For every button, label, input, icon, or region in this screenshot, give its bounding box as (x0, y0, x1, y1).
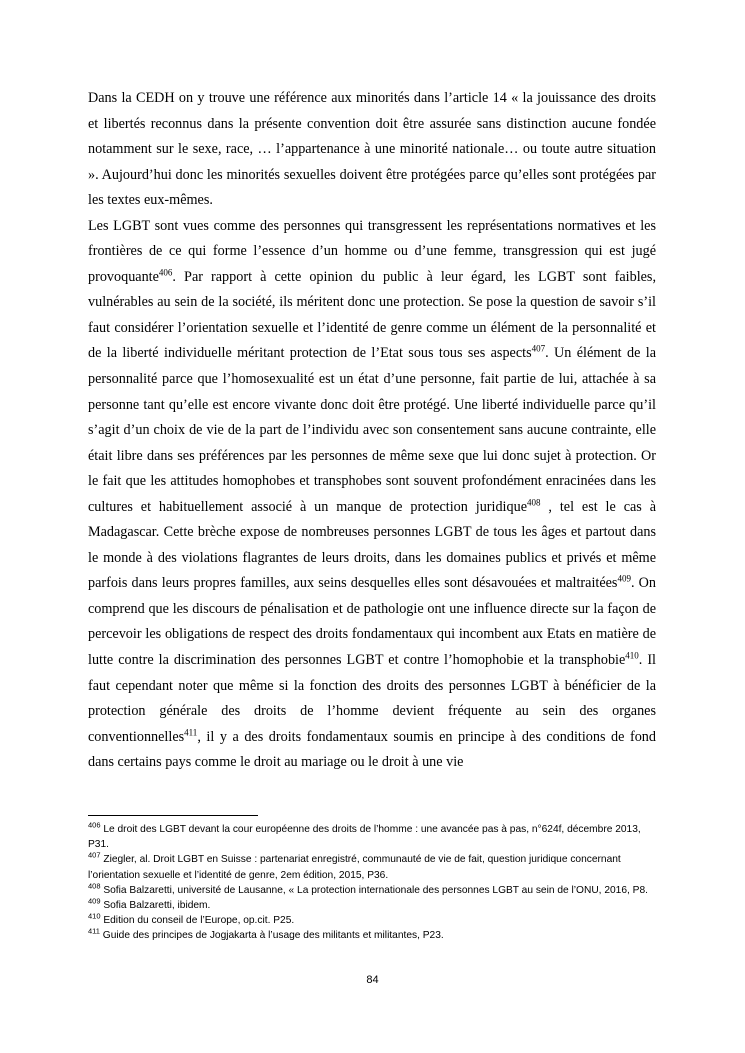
footnote (88, 913, 656, 928)
text-segment: . Un élément de la personnalité parce que l’homosexualité est un état d’une personne, fait partie de lui, attachée à sa personne tant qu’elle est encore vivante donc doit être protégé. Une liberté individuelle parce qu’il s’agit d’un choix de vie de la part de l’individu avec son consentement sans aucune contrainte, elle était libre dans ses préférences par les personnes de même sexe que lui donc sujet à protection. Or le fait que les attitudes homophobes et transphobes sont souvent profondément enracinées dans les cultures et habituellement associé à un manque de protection juridique (88, 345, 656, 515)
footnote-ref[interactable]: 409 (617, 573, 631, 584)
text-segment: , il y a des droits fondamentaux soumis en principe à des conditions de fond dans certains pays comme le droit au mariage ou le droit à une vie (88, 728, 656, 771)
footnote-separator (88, 815, 258, 816)
footnote-text: Edition du conseil de l’Europe, op.cit. P25. (100, 915, 295, 927)
footnote-number: 406 (88, 820, 101, 830)
footnote-number: 409 (88, 896, 101, 906)
text-segment: Les LGBT sont vues comme des personnes qui transgressent les représentations normatives et les frontières de ce qui forme l’essence d’un homme ou d’une femme, transgression qui est jugé provoquante (88, 217, 656, 285)
footnotes (88, 822, 656, 944)
footnote-ref[interactable]: 410 (625, 650, 639, 661)
footnote-text: Sofia Balzaretti, université de Lausanne, « La protection internationale des personnes LGBT au sein de l’ONU, 2016, P8. (100, 884, 648, 896)
footnote-number: 411 (88, 927, 100, 937)
footnote-text: Guide des principes de Jogjakarta à l’usage des militants et militantes, P23. (99, 930, 444, 942)
footnote-ref[interactable]: 407 (531, 343, 546, 354)
footnote-ref[interactable]: 408 (527, 497, 541, 508)
text-segment: . On comprend que les discours de pénalisation et de pathologie ont une influence directe sur la façon de percevoir les obligations de respect des droits fondamentaux qui incombent aux Etats en matière de lutte contre la discrimination des personnes LGBT et contre l’homophobie et la transphobie (88, 575, 657, 669)
footnote-ref[interactable]: 406 (158, 267, 173, 278)
footnote (88, 852, 656, 882)
footnote-number: 407 (88, 851, 101, 861)
footnote (88, 883, 656, 898)
footnote (88, 822, 656, 852)
footnote-text: Le droit des LGBT devant la cour européenne des droits de l’homme : une avancée pas à pas, n°624f, décembre 2013, P31. (88, 824, 641, 851)
footnote-number: 408 (88, 881, 101, 891)
footnote-text: Sofia Balzaretti, ibidem. (100, 900, 211, 912)
paragraph-lgbt (88, 214, 656, 776)
paragraph-cedh: Dans la CEDH on y trouve une référence aux minorités dans l’article 14 « la jouissance des droits et libertés reconnus dans la présente convention doit être assurée sans distinction aucune fondée notamment sur le sexe, race, … l’appartenance à une minorité nationale… ou toute autre situation ». Aujourd’hui donc les minorités sexuelles doivent être protégées parce qu’elles sont protégées par les textes eux-mêmes. (88, 90, 656, 209)
footnote-number: 410 (88, 911, 101, 921)
footnote (88, 898, 656, 913)
page-number: 84 (366, 974, 379, 986)
text-segment: . Il faut cependant noter que même si la fonction des droits des personnes LGBT à bénéficier de la protection générale des droits de l’homme devient fréquente au sein des organes conventionnelles (88, 652, 656, 745)
body-text (88, 86, 656, 776)
footnote-ref[interactable]: 411 (184, 726, 198, 737)
text-segment: . Par rapport à cette opinion du public à leur égard, les LGBT sont faibles, vulnérables au sein de la société, ils méritent donc une protection. Se pose la question de savoir s’il faut considérer l’orientation sexuelle et l’identité de genre comme un élément de la personnalité et de la liberté individuelle méritant protection de l’Etat sous tous ses aspects (88, 268, 656, 362)
footnote-text: Ziegler, al. Droit LGBT en Suisse : partenariat enregistré, communauté de vie de fait, question juridique concernant l’orientation sexuelle et l’identité de genre, 2em édition, 2015, P36. (88, 854, 621, 881)
text-segment: , tel est le cas à Madagascar. Cette brèche expose de nombreuses personnes LGBT de tous les âges et partout dans le monde à des violations flagrantes de leurs droits, dans les domaines publics et privés et même parfois dans leurs propres familles, aux seins desquelles elles sont désavouées et maltraitées (88, 498, 656, 592)
footnote (88, 928, 656, 943)
